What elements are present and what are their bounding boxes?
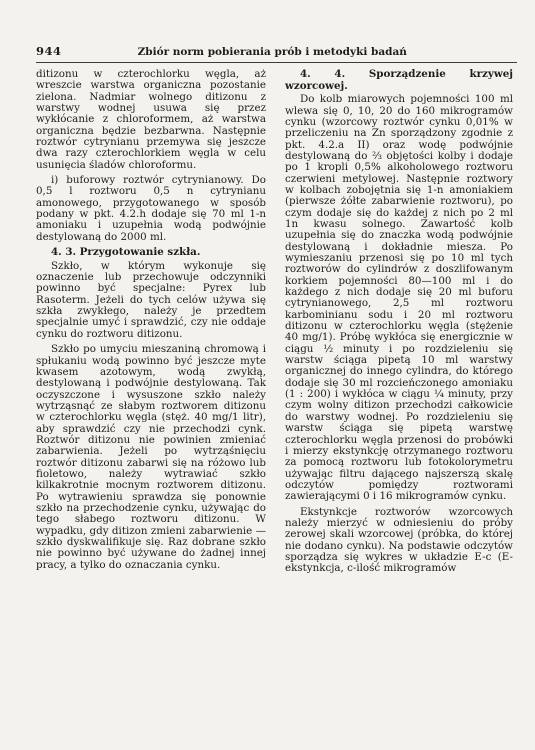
left-column (36, 69, 266, 571)
paragraph: Szkło, w którym wykonuje się oznaczenie lub przechowuje odczynniki powinno być specjalne: Pyrex lub Rasoterm. Jeżeli do tych celów używa się szkła zwykłego, należy je przedtem specjalnie umyć i sprawdzić, czy nie oddaje cynku do roztworu ditizonu. (36, 259, 266, 340)
paragraph: i) buforowy roztwór cytrynianowy. Do 0,5 l roztworu 0,5 n cytrynianu amonowego, przygotowanego w sposób podany w pkt. 4.2.h dodaje się 70 ml 1-n amoniaku i uzupełnia wodą podwójnie destylowaną do 2000 ml. (36, 174, 266, 243)
right-column (285, 69, 513, 575)
running-title: Zbiór norm pobierania prób i metodyki badań (137, 46, 407, 58)
section-heading-4-4: 4. 4. Sporządzenie krzywej wzorcowej. (285, 68, 513, 92)
page-header (36, 44, 513, 60)
paragraph: Do kolb miarowych pojemności 100 ml wlewa się 0, 10, 20 do 160 mikrogramów cynku (wzorcowy roztwór cynku 0,01% w przeliczeniu na Zn sporządzony zgodnie z pkt. 4.2.a II) oraz wodę podwójnie destylowaną do ⅔ objętości kolby i dodaje po 1 kropli 0,5% alkoholowego roztworu czerwieni metylowej. Następnie roztwory w kolbach zobojętnia się 1-n amoniakiem (pierwsze żółte zabarwienie roztworu), po czym dodaje się do każdej z nich po 2 ml 1n kwasu solnego. Zawartość kolb uzupełnia się do znaczka wodą podwójnie destylowaną i dokładnie miesza. Po wymieszaniu przenosi się po 10 ml tych roztworów do cylindrów z doszlifowanym korkiem pojemności 80—100 ml i do każdego z nich dodaje się 20 ml buforu cytrynianowego, 2,5 ml roztworu karbominianu sodu i 20 ml roztworu ditizonu w czterochlorku węgla (stężenie 40 mg/1). Próbę wykłóca się energicznie w ciągu ½ minuty i po rozdzieleniu się warstw ściąga pipetą 10 ml warstwy organicznej do innego cylindra, do którego dodaje się 30 ml rozcieńczonego amoniaku (1 : 200) i wykłóca w ciągu ¼ minuty, przy czym wolny ditizon przechodzi całkowicie do warstwy wodnej. Po rozdzieleniu się warstw ściąga się pipetą warstwę czterochlorku węgla przenosi do probówki i mierzy ekstynkcję otrzymanego roztworu za pomocą roztworu lub fotokolorymetru używając filtru dającego najszerszą skalę odczytów pomiędzy roztworami zawierającymi 0 i 16 mikrogramów cynku. (285, 93, 513, 503)
paragraph: ditizonu w czterochlorku węgla, aż wreszcie warstwa organiczna pozostanie zielona. Nadmiar wolnego ditizonu z warstwy wodnej usuwa się przez wykłócanie z chloroformem, aż warstwa organiczna będzie bezbarwna. Następnie roztwór cytrynianu przemywa się jeszcze dwa razy czterochlorkiem węgla w celu usunięcia śladów chloroformu. (36, 68, 266, 171)
page-number: 944 (36, 44, 62, 58)
paragraph: Szkło po umyciu mieszaniną chromową i spłukaniu wodą powinno być jeszcze myte kwasem azotowym, wodą zwykłą, destylowaną i podwójnie destylowaną. Tak oczyszczone i wysuszone szkło należy wytrząsnąć ze słabym roztworem ditizonu w czterochlorku węgla (stęż. 40 mg/1 litr), aby sprawdzić czy nie przechodzi cynk. Roztwór ditizonu nie powinien zmieniać zabarwienia. Jeżeli po wytrząśnięciu roztwór ditizonu zabarwi się na różowo lub fioletowo, należy wytrawiać szkło kilkakrotnie mocnym roztworem ditizonu. Po wytrawieniu sprawdza się ponownie szkło na przechodzenie cynku, używając do tego słabego roztworu ditizonu. W wypadku, gdy ditizon zmieni zabarwienie — szkło dyskwalifikuje się. Raz dobrane szkło nie powinno być używane do żadnej innej pracy, a tylko do oznaczania cynku. (36, 343, 266, 571)
section-heading-4-3: 4. 3. Przygotowanie szkła. (51, 246, 201, 259)
header-rule (36, 62, 517, 63)
paragraph: Ekstynkcje roztworów wzorcowych należy mierzyć w odniesieniu do próby zerowej skali wzorcowej (próbka, do której nie dodano cynku). Na podstawie odczytów sporządza się wykres w układzie E-c (E-ekstynkcja, c-ilość mikrogramów (285, 505, 513, 575)
